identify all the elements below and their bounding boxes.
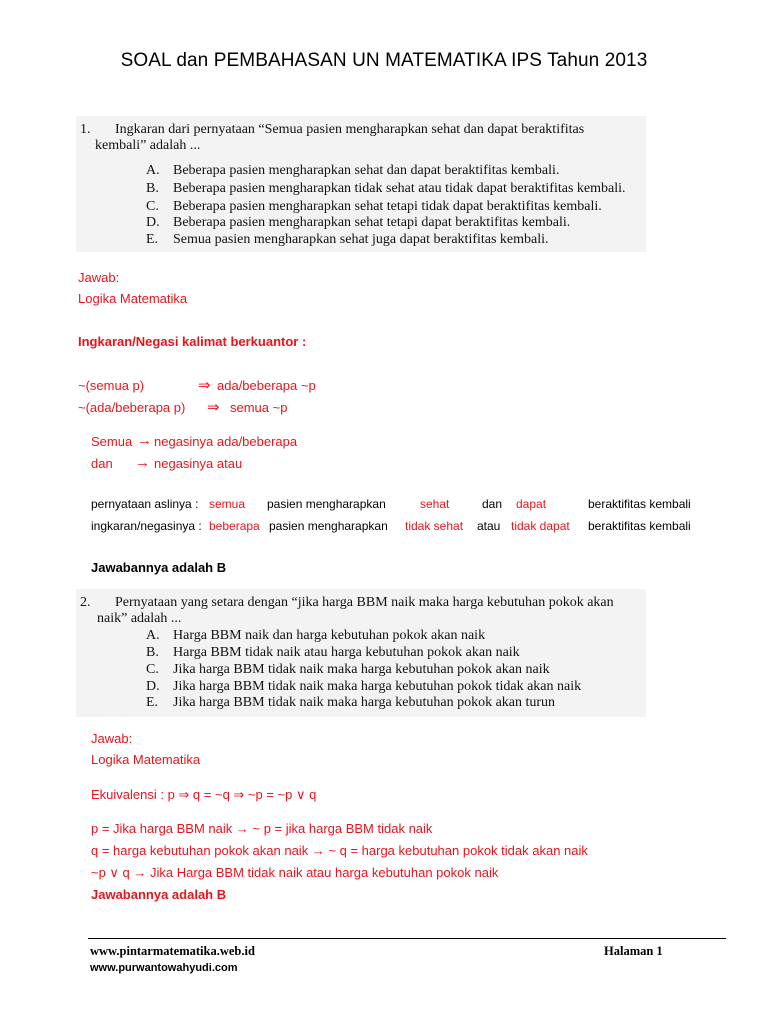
question-2-option-letter: E. <box>146 695 159 710</box>
question-2-option-e: Jika harga BBM tidak naik maka harga kebutuhan pokok akan turun <box>173 695 556 710</box>
answer-1-result: Jawabannya adalah B <box>91 560 227 575</box>
page-title: SOAL dan PEMBAHASAN UN MATEMATIKA IPS Tahun 2013 <box>120 50 648 71</box>
row-negation-predicate2: tidak dapat <box>511 519 570 533</box>
negation-1-word: Semua <box>91 434 133 449</box>
row-original-subject: pasien mengharapkan <box>267 497 386 511</box>
question-1-option-letter: D. <box>146 215 160 230</box>
negation-1-text: negasinya ada/beberapa <box>154 434 298 449</box>
row-negation-subject: pasien mengharapkan <box>269 519 388 533</box>
question-1-option-letter: B. <box>146 181 159 196</box>
negation-2-word: dan <box>91 456 113 471</box>
question-2-number: 2. <box>80 595 91 610</box>
answer-1-heading: Ingkaran/Negasi kalimat berkuantor : <box>78 334 307 349</box>
row-negation-quantifier: beberapa <box>209 519 260 533</box>
question-1-option-c: Beberapa pasien mengharapkan sehat tetapi tidak dapat beraktifitas kembali. <box>173 199 602 214</box>
question-2-stem-line1: Pernyataan yang setara dengan “jika harga BBM naik maka harga kebutuhan pokok akan <box>115 595 614 610</box>
row-negation-rest: beraktifitas kembali <box>588 519 691 533</box>
rule-1-right: ada/beberapa ~p <box>217 378 316 393</box>
question-2-option-letter: A. <box>146 628 160 643</box>
question-2-option-a: Harga BBM naik dan harga kebutuhan pokok akan naik <box>173 628 486 643</box>
row-negation-label: ingkaran/negasinya : <box>91 519 202 533</box>
implies-icon: ⇒ <box>207 399 220 416</box>
footer-page-number: Halaman 1 <box>604 944 663 958</box>
row-negation-connective: atau <box>477 519 501 533</box>
question-1-option-letter: C. <box>146 199 159 214</box>
answer-2-topic: Logika Matematika <box>91 752 201 767</box>
question-1-stem-line1: Ingkaran dari pernyataan “Semua pasien mengharapkan sehat dan dapat beraktifitas <box>115 122 585 137</box>
row-original-predicate2: dapat <box>516 497 547 511</box>
row-original-predicate1: sehat <box>420 497 450 511</box>
rule-1-left: ~(semua p) <box>78 378 145 393</box>
arrow-right-icon: → <box>135 454 150 471</box>
question-2-option-b: Harga BBM tidak naik atau harga kebutuhan pokok akan naik <box>173 645 520 660</box>
question-1-stem-line2: kembali” adalah ... <box>95 138 201 153</box>
question-1-option-letter: E. <box>146 232 159 247</box>
rule-2-left: ~(ada/beberapa p) <box>78 400 186 415</box>
rule-2-right: semua ~p <box>230 400 288 415</box>
negation-2-text: negasinya atau <box>154 456 243 471</box>
footer-website-link[interactable]: www.pintarmatematika.web.id <box>90 944 255 958</box>
row-original-label: pernyataan aslinya : <box>91 497 199 511</box>
question-2-option-letter: B. <box>146 645 159 660</box>
row-negation-predicate1: tidak sehat <box>405 519 464 533</box>
question-1-option-b: Beberapa pasien mengharapkan tidak sehat atau tidak dapat beraktifitas kembali. <box>173 181 626 196</box>
question-1-option-a: Beberapa pasien mengharapkan sehat dan dapat beraktifitas kembali. <box>173 163 560 178</box>
answer-2-equivalence: Ekuivalensi : p ⇒ q = ~q ⇒ ~p = ~p ∨ q <box>91 787 317 802</box>
answer-1-jawab: Jawab: <box>78 270 120 285</box>
question-1-number: 1. <box>80 122 91 137</box>
implies-icon: ⇒ <box>198 377 211 394</box>
question-2-option-letter: D. <box>146 679 160 694</box>
answer-1-topic: Logika Matematika <box>78 291 188 306</box>
answer-2-result: Jawabannya adalah B <box>91 887 227 902</box>
row-original-rest: beraktifitas kembali <box>588 497 691 511</box>
answer-2-line-p: p = Jika harga BBM naik → ~ p = jika harga BBM tidak naik <box>91 821 433 836</box>
question-2-option-letter: C. <box>146 662 159 677</box>
row-original-quantifier: semua <box>209 497 246 511</box>
row-original-connective: dan <box>482 497 503 511</box>
question-2-option-c: Jika harga BBM tidak naik maka harga kebutuhan pokok akan naik <box>173 662 550 677</box>
answer-2-line-or: ~p ∨ q → Jika Harga BBM tidak naik atau harga kebutuhan pokok naik <box>91 865 499 880</box>
question-1-option-letter: A. <box>146 163 160 178</box>
footer-divider <box>88 938 726 939</box>
question-2-stem-line2: naik” adalah ... <box>97 611 182 626</box>
question-2-option-d: Jika harga BBM tidak naik maka harga kebutuhan pokok tidak akan naik <box>173 679 582 694</box>
answer-2-line-q: q = harga kebutuhan pokok akan naik → ~ q = harga kebutuhan pokok tidak akan naik <box>91 843 588 858</box>
footer-website-link-2[interactable]: www.purwantowahyudi.com <box>90 962 238 974</box>
question-1-option-e: Semua pasien mengharapkan sehat juga dapat beraktifitas kembali. <box>173 232 549 247</box>
question-1-option-d: Beberapa pasien mengharapkan sehat tetapi dapat beraktifitas kembali. <box>173 215 571 230</box>
arrow-right-icon: → <box>137 432 152 449</box>
answer-2-jawab: Jawab: <box>91 731 133 746</box>
